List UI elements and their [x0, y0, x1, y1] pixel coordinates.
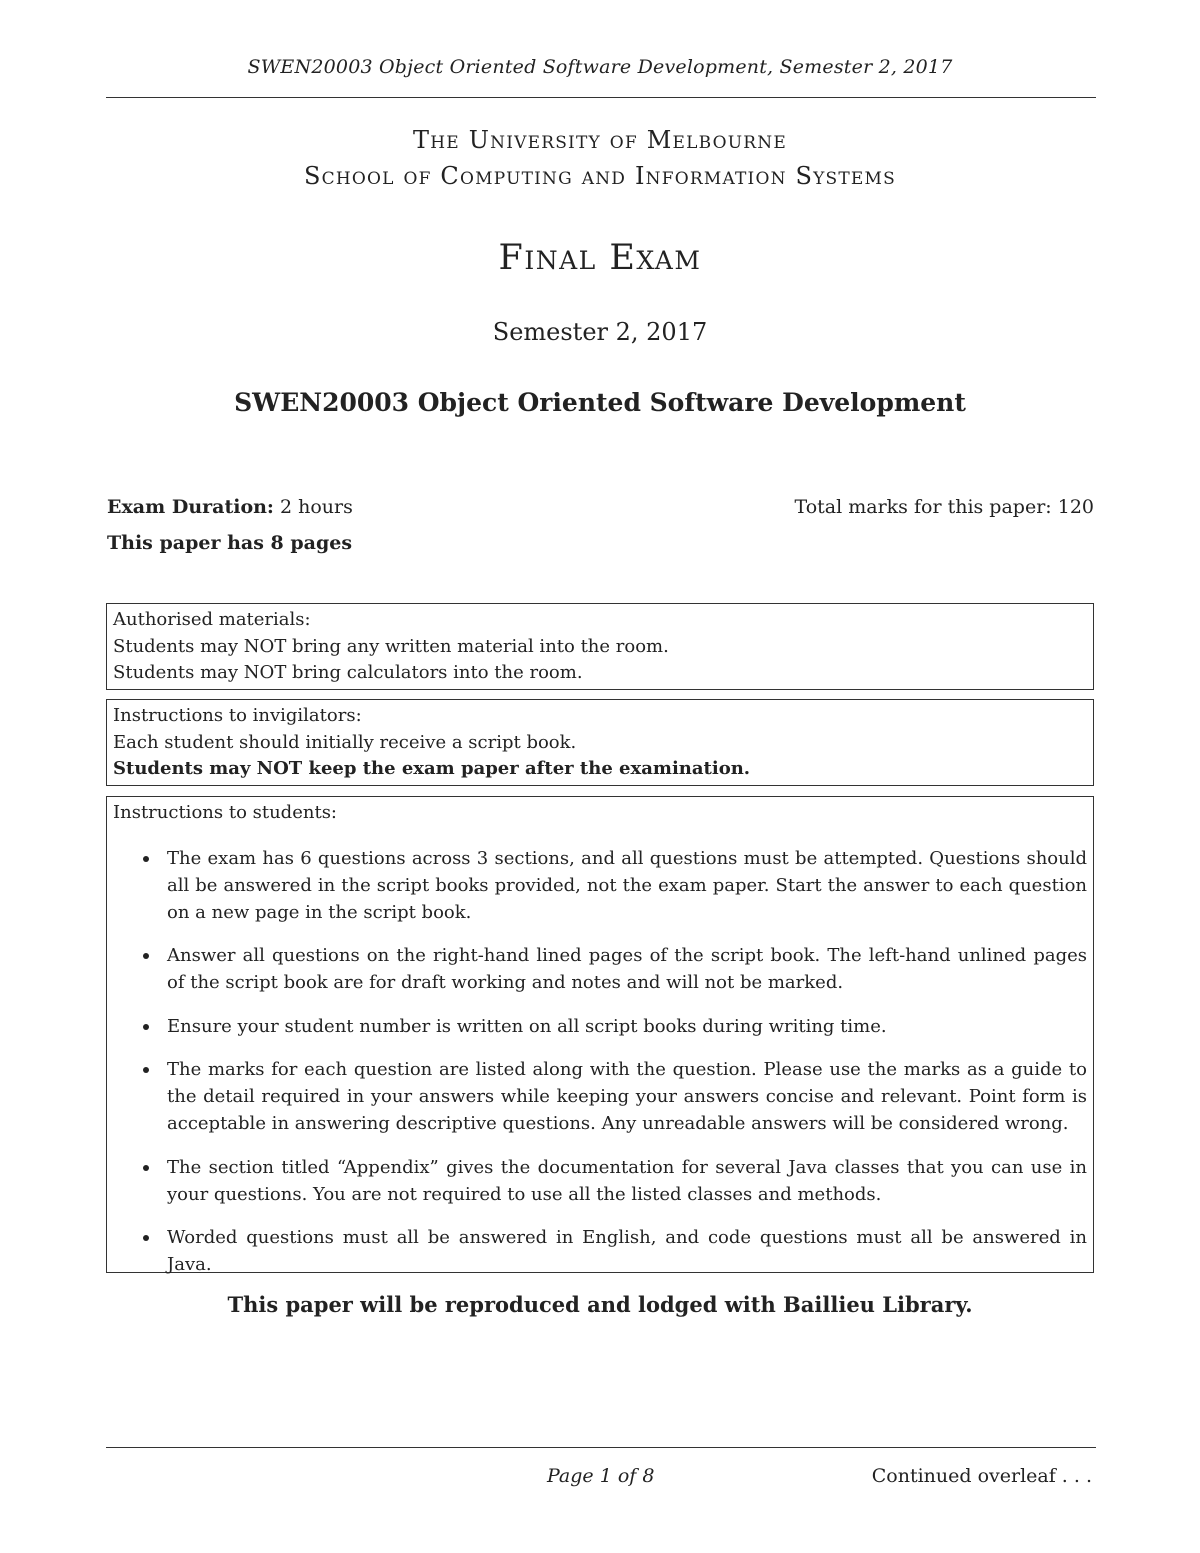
authorised-materials-title: Authorised materials:: [113, 609, 311, 630]
list-item: The marks for each question are listed along with the question. Please use the marks as a guide to the detail required in your answers while keeping your answers concise and relevant. Point form is acceptable in answering descriptive questions. Any unreadable answers will be considered wrong.: [167, 1056, 1093, 1137]
footer-rule: [106, 1447, 1096, 1448]
list-item: The section titled “Appendix” gives the documentation for several Java classes that you can use in your questions. You are not required to use all the listed classes and methods.: [167, 1154, 1093, 1208]
page-number: Page 1 of 8: [547, 1465, 655, 1487]
authorised-materials-box: [106, 603, 1094, 690]
bullet-icon: [143, 856, 149, 862]
library-lodged-note: This paper will be reproduced and lodged with Baillieu Library.: [227, 1292, 973, 1317]
student-instructions-box: [106, 796, 1094, 1273]
header-rule: [106, 97, 1096, 98]
student-instructions-title: Instructions to students:: [113, 802, 337, 823]
total-marks: Total marks for this paper: 120: [794, 496, 1094, 518]
duration-value: 2 hours: [280, 496, 353, 518]
invigilator-line: Each student should initially receive a script book.: [113, 731, 577, 753]
school-name: School of Computing and Information Systems: [304, 162, 896, 190]
list-item: Answer all questions on the right-hand lined pages of the script book. The left-hand unlined pages of the script book are for draft working and notes and will not be marked.: [167, 942, 1093, 996]
bullet-icon: [143, 953, 149, 959]
continued-overleaf: Continued overleaf . . .: [871, 1465, 1092, 1487]
list-item: Ensure your student number is written on all script books during writing time.: [167, 1013, 1093, 1040]
bullet-icon: [143, 1235, 149, 1241]
exam-duration: [107, 496, 353, 518]
invigilator-instructions-title: Instructions to invigilators:: [113, 705, 362, 726]
bullet-icon: [143, 1067, 149, 1073]
course-title: SWEN20003 Object Oriented Software Development: [234, 388, 966, 417]
authorised-line: Students may NOT bring any written material into the room.: [113, 635, 669, 657]
invigilator-instructions-box: [106, 699, 1094, 786]
invigilator-line-bold: Students may NOT keep the exam paper after the examination.: [113, 758, 751, 779]
semester-label: Semester 2, 2017: [492, 318, 708, 346]
exam-title: Final Exam: [498, 238, 702, 278]
authorised-line: Students may NOT bring calculators into the room.: [113, 662, 583, 683]
bullet-icon: [143, 1024, 149, 1030]
list-item: Worded questions must all be answered in English, and code questions must all be answered in Java.: [167, 1224, 1093, 1278]
bullet-icon: [143, 1165, 149, 1171]
page-count: This paper has 8 pages: [107, 532, 353, 554]
student-instructions-list: [113, 845, 1093, 1279]
list-item: The exam has 6 questions across 3 sections, and all questions must be attempted. Questions should all be answered in the script books provided, not the exam paper. Start the answer to each question on a new page in the script book.: [167, 845, 1093, 926]
running-header: SWEN20003 Object Oriented Software Development, Semester 2, 2017: [247, 56, 953, 78]
university-name: The University of Melbourne: [413, 126, 787, 154]
duration-label: Exam Duration:: [107, 496, 274, 518]
